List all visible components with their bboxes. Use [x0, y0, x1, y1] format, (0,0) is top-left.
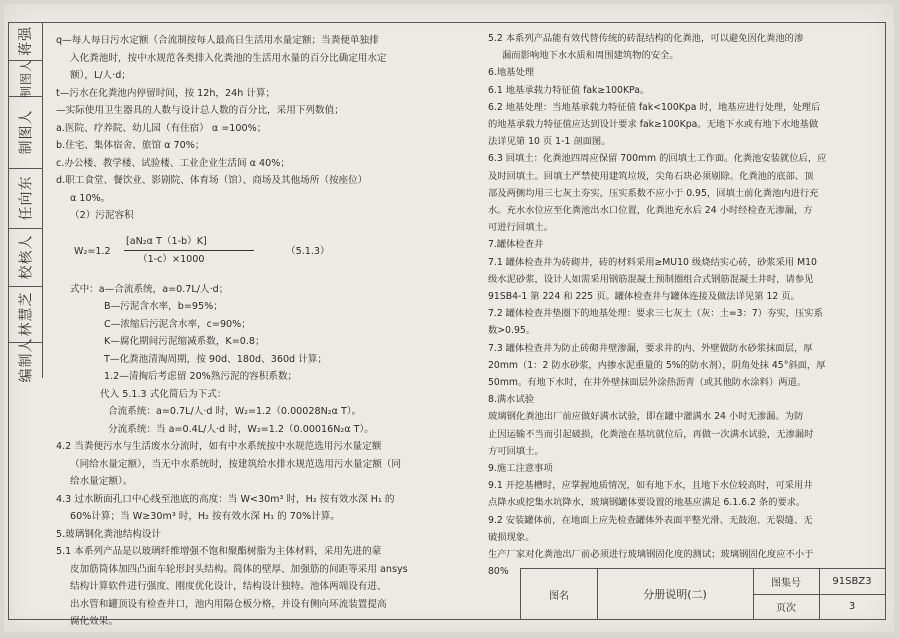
text-line: 9.2 安装罐体前，在地面上应先检查罐体外表面平整光滑、无鼓泡、无裂缝、无: [488, 514, 813, 526]
text-line: 法详见第 10 页 1-1 剖面图。: [488, 136, 611, 148]
text-line: 6.2 地基处理：当地基承载力特征值 fak<100Kpa 时，地基应进行处理，处理后: [488, 101, 821, 113]
atlas-number: 91SBZ3: [832, 576, 872, 587]
text-line: 9.1 开挖基槽时，应掌握地质情况，如有地下水，且地下水位较高时，可采用井: [488, 480, 813, 492]
text-line: 及时回填土。回填土严禁使用建筑垃圾，尖角石块必须剔除。化粪池的底部、顶: [488, 170, 814, 182]
text-line: 生产厂家对化粪池出厂前必须进行玻璃钢固化度的测试；玻璃钢固化度应不小于: [488, 549, 814, 561]
text-line: 额），L/人·d；: [70, 70, 131, 81]
text-line: 玻璃钢化粪池出厂前应做好满水试验，即在罐中灌满水 24 小时无渗漏。为防: [488, 411, 804, 423]
text-line: c.办公楼、教学楼、试验楼、工业企业生活间 α 40%；: [56, 157, 290, 169]
signature-strip: [8, 22, 43, 383]
text-line: K—腐化期间污泥缩减系数，K=0.8；: [104, 336, 265, 347]
text-line: 合流系统：a=0.7L/人·d 时，W₂=1.2（0.00028N₂α T）。: [108, 406, 362, 417]
strip-checker-label: 校核人: [8, 228, 42, 287]
section-heading: 5.玻璃钢化粪池结构设计: [56, 528, 162, 540]
text-line: 7.2 罐体检查井垫圈下的地基处理：要求三七灰土（灰：土=3：7）夯实，压实系: [488, 308, 823, 320]
strip-drafter-label: 制图人: [8, 96, 42, 169]
section-heading: 7.罐体检查井: [488, 239, 544, 251]
text-line: 80%: [488, 566, 509, 578]
text-line: 20mm（1：2 防水砂浆，内掺水泥重量的 5%的防水剂），阴角处抹 45°斜面，厚: [488, 359, 826, 371]
text-line: 50mm。有地下水时，在井外壁抹面层外涂热沥青（或其他防水涂料）两道。: [488, 377, 807, 389]
title-block: [520, 568, 885, 619]
text-line: 数>0.95。: [488, 325, 536, 337]
text-line: T—化粪池清淘周期，按 90d、180d、360d 计算；: [104, 353, 327, 365]
text-line: d.职工食堂、餐饮业、影剧院、体育场（馆）、商场及其他场所（按座位）: [56, 175, 368, 186]
text-line: 4.2 当粪便污水与生活废水分流时，如有中水系统按中水规范选用污水量定额: [56, 441, 382, 452]
text-line: —实际使用卫生器具的人数与设计总人数的百分比，采用下列数值；: [56, 105, 344, 116]
text-line: 代入 5.1.3 式化简后为下式：: [100, 388, 227, 400]
atlas-label: 图集号: [753, 569, 820, 594]
text-line: 的地基承载力特征值应达到设计要求 fak≥100Kpa。无地下水或有地下水地基做: [488, 119, 819, 131]
strip-editor-label: 编制人: [18, 337, 34, 383]
page-number: 3: [848, 601, 856, 612]
text-line: 出水管和罐顶设有检查井口，池内用隔仓板分格，并设有侧向环流装置提高: [70, 598, 387, 610]
strip-drafter-name: 任向东: [8, 168, 42, 229]
left-column: [56, 32, 476, 631]
text-line: 60%计算；当 W≥30m³ 时，H₂ 按有效水深 H₁ 的 70%计算。: [70, 511, 340, 522]
text-line: 腐化效果。: [70, 616, 118, 627]
text-line: C—浓缩后污泥含水率，c=90%；: [104, 318, 251, 330]
text-line: 7.1 罐体检查井为砖砌井，砖的材料采用≥MU10 级烧结实心砖，砂浆采用 M10: [488, 256, 817, 268]
text-line: 1.2—清掏后考虑留 20%熟污泥的容积系数；: [104, 371, 298, 382]
text-line: 入化粪池时，按中水规范各类排入化粪池的生活用水量的百分比确定用水定: [70, 52, 387, 64]
text-line: 点降水或挖集水坑降水，玻璃钢罐体要设置的地基应满足 6.1.6.2 条的要求。: [488, 497, 806, 509]
text-line: 漏而影响地下水水质和周围建筑物的安全。: [502, 50, 679, 62]
text-line: 4.3 过水断面孔口中心线至池底的高度：当 W<30m³ 时，H₂ 按有效水深 H₁ 的: [56, 493, 395, 505]
text-line: 破损现象。: [488, 531, 535, 543]
text-line: 5.2 本系列产品能有效代替传统的砖混结构的化粪池，可以避免因化粪池的渗: [488, 33, 804, 44]
strip-cell: 制图人: [8, 60, 42, 97]
text-line: 6.3 回填土：化粪池四周应保留 700mm 的回填土工作面。化粪池安装就位后，应: [488, 153, 827, 165]
text-line: 方可回填土。: [488, 445, 544, 457]
strip-checker-name: 林慧芝: [8, 286, 42, 343]
atlas-row: [753, 569, 885, 595]
text-line: 止因运输不当而引起破损，化粪池在基坑就位后，再做一次满水试验，无渗漏时: [488, 428, 814, 440]
text-line: 7.3 罐体检查井为防止砖砌井壁渗漏，要求井的内、外壁做防水砂浆抹面层，厚: [488, 342, 813, 354]
text-line: q—每人每日污水定额（合流制按每人最高日生活用水量定额；当粪便单独排: [56, 35, 379, 46]
text-line: 皮加筋筒体加四凸面车轮形封头结构。简体的壁厚、加强筋的间距等采用 ansys: [70, 563, 408, 575]
text-line: B—污泥含水率，b=95%；: [104, 301, 223, 312]
text-line: 结构计算软件进行强度、刚度优化设计，结构设计独特。池体两端设有进、: [70, 581, 387, 592]
text-line: a.医院、疗养院、幼儿园（有住宿） α =100%；: [56, 122, 267, 134]
drawing-name-label: 图名: [521, 569, 598, 619]
text-line: （同给水量定额），当无中水系统时，按建筑给水排水规范选用污水量定额（同: [70, 458, 401, 470]
text-line: 6.1 地基承载力特征值 fak≥100KPa。: [488, 84, 650, 96]
text-line: 分流系统：当 a=0.4L/人·d 时，W₂=1.2（0.00016N₂α T）。: [108, 423, 374, 435]
section-heading: 8.满水试验: [488, 394, 535, 406]
text-line: 给水量定额）。: [70, 476, 133, 487]
right-column: [488, 30, 884, 581]
section-heading: （2）污泥容积: [70, 210, 134, 221]
text-line: 水。充水水位应至化粪池出水口位置，化粪池充水后 24 小时经检查无渗漏，方: [488, 205, 813, 217]
page-label: 页次: [753, 594, 820, 619]
section-heading: 6.地基处理: [488, 67, 535, 79]
section-heading: 9.施工注意事项: [488, 463, 553, 475]
text-line: 可进行回填土。: [488, 222, 554, 234]
page-row: [753, 594, 885, 619]
text-line: 部及两侧均用三七灰土夯实，压实系数不应小于 0.95，回填土前化粪池内进行充: [488, 187, 819, 199]
text-line: b.住宅、集体宿舍、旅馆 α 70%；: [56, 140, 205, 151]
text-line: t—污水在化粪池内停留时间，按 12h，24h 计算；: [56, 87, 276, 99]
text-line: 式中：a—合流系统，a=0.7L/人·d；: [70, 283, 229, 295]
text-line: α 10%。: [70, 192, 111, 204]
strip-reviewer-label: 蒋强: [8, 22, 42, 61]
text-line: 级水泥砂浆，设计人如需采用钢筋混凝土预制圈组合式钢筋混凝土井时，请参见: [488, 273, 814, 285]
drawing-title: 分册说明(二): [597, 569, 754, 619]
text-line: 5.1 本系列产品是以玻璃纤维增强不饱和聚酯树脂为主体材料，采用先进的蒙: [56, 546, 382, 557]
sludge-volume-formula: W₂=1.2 [aN₂α T（1-b）K] （1-c）×1000 （5.1.3）: [74, 235, 330, 265]
text-line: 91SB4-1 第 224 和 225 页。罐体检查井与罐体连接及做法详见第 12 页。: [488, 291, 800, 303]
